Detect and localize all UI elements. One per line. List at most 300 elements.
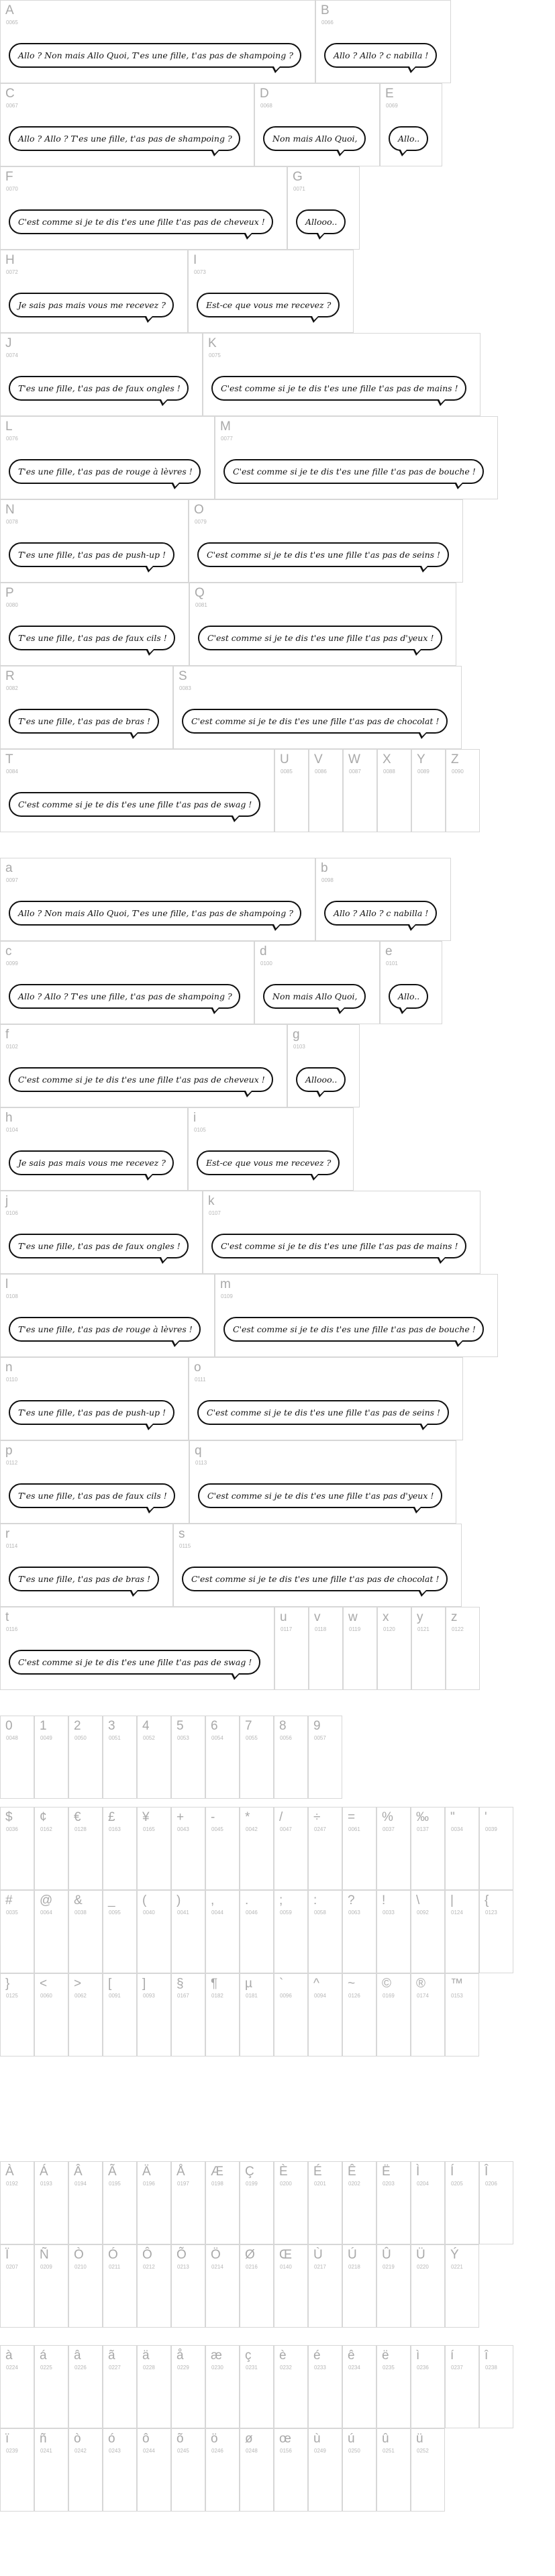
glyph-character: ]	[142, 1977, 146, 1991]
speech-bubble: C'est comme si je te dis t'es une fille t'as pas de bouche !	[223, 459, 484, 484]
glyph-character: œ	[279, 2432, 291, 2446]
glyph-character: ù	[313, 2432, 321, 2446]
glyph-character: 4	[142, 1719, 150, 1733]
glyph-cell	[0, 1357, 189, 1440]
glyph-character: 0	[5, 1719, 13, 1733]
glyph-cell	[342, 2161, 376, 2244]
glyph-code: 0246	[211, 2448, 223, 2454]
glyph-cell	[274, 2345, 308, 2428]
glyph-code: 0089	[417, 769, 430, 775]
glyph-code: 0120	[383, 1626, 395, 1632]
glyph-code: 0073	[194, 269, 206, 275]
glyph-code: 0045	[211, 1826, 223, 1832]
glyph-cell	[445, 2345, 479, 2428]
glyph-cell	[188, 1107, 354, 1191]
glyph-character: Ø	[245, 2248, 255, 2262]
glyph-cell	[0, 583, 189, 666]
glyph-cell	[446, 749, 480, 832]
glyph-character: [	[108, 1977, 112, 1991]
glyph-code: 0105	[194, 1127, 206, 1133]
glyph-code: 0085	[281, 769, 293, 775]
glyph-code: 0042	[246, 1826, 258, 1832]
glyph-cell	[308, 1807, 342, 1890]
glyph-cell	[0, 1807, 34, 1890]
speech-bubble: T'es une fille, t'as pas de rouge à lèvres !	[9, 1317, 201, 1342]
glyph-character: 7	[245, 1719, 252, 1733]
speech-bubble: T'es une fille, t'as pas de faux cils !	[9, 626, 175, 650]
glyph-cell	[274, 2161, 308, 2244]
glyph-code: 0058	[314, 1910, 326, 1916]
glyph-character: )	[176, 1893, 181, 1908]
glyph-character: F	[5, 170, 13, 184]
glyph-character: A	[5, 3, 14, 17]
glyph-character: =	[348, 1810, 356, 1824]
glyph-cell	[189, 1440, 456, 1524]
glyph-character: é	[313, 2348, 321, 2363]
glyph-code: 0101	[386, 960, 398, 967]
glyph-character: t	[5, 1610, 9, 1624]
glyph-character: û	[382, 2432, 389, 2446]
glyph-character: {	[485, 1893, 489, 1908]
glyph-code: 0194	[74, 2181, 87, 2187]
glyph-cell	[34, 1973, 68, 2057]
glyph-code: 0224	[6, 2365, 18, 2371]
glyph-code: 0097	[6, 877, 18, 883]
glyph-character: >	[74, 1977, 82, 1991]
glyph-character: ¢	[40, 1810, 47, 1824]
glyph-code: 0078	[6, 519, 18, 525]
glyph-character: %	[382, 1810, 393, 1824]
glyph-cell	[68, 2161, 103, 2244]
glyph-cell	[308, 2428, 342, 2512]
glyph-character: Ô	[142, 2248, 152, 2262]
speech-bubble: Allooo..	[296, 209, 346, 234]
glyph-character: /	[279, 1810, 283, 1824]
glyph-code: 0109	[221, 1293, 233, 1299]
glyph-cell	[445, 2244, 479, 2328]
glyph-character: r	[5, 1527, 10, 1541]
glyph-character: X	[383, 752, 391, 766]
glyph-cell	[0, 250, 188, 333]
glyph-cell	[0, 333, 203, 416]
glyph-cell	[376, 1807, 411, 1890]
glyph-cell	[205, 2161, 240, 2244]
glyph-cell	[315, 0, 451, 83]
glyph-cell	[103, 1807, 137, 1890]
glyph-code: 0084	[6, 769, 18, 775]
glyph-cell	[479, 2161, 513, 2244]
glyph-code: 0054	[211, 1735, 223, 1741]
glyph-cell	[68, 2428, 103, 2512]
glyph-code: 0067	[6, 103, 18, 109]
glyph-code: 0116	[6, 1626, 18, 1632]
glyph-cell	[445, 1807, 479, 1890]
glyph-cell	[240, 1807, 274, 1890]
glyph-character: s	[179, 1527, 185, 1541]
glyph-character: 2	[74, 1719, 81, 1733]
glyph-code: 0099	[6, 960, 18, 967]
glyph-code: 0039	[485, 1826, 497, 1832]
glyph-cell	[342, 2244, 376, 2328]
glyph-character: Ù	[313, 2248, 323, 2262]
glyph-character: ä	[142, 2348, 150, 2363]
glyph-cell	[376, 2345, 411, 2428]
glyph-cell	[274, 1807, 308, 1890]
glyph-code: 0242	[74, 2448, 87, 2454]
glyph-code: 0036	[6, 1826, 18, 1832]
glyph-character: O	[194, 503, 204, 517]
glyph-character: b	[321, 861, 328, 875]
glyph-code: 0055	[246, 1735, 258, 1741]
glyph-cell	[171, 1973, 205, 2057]
glyph-cell	[189, 583, 456, 666]
glyph-cell	[274, 1607, 309, 1690]
glyph-character: 1	[40, 1719, 47, 1733]
glyph-character: K	[208, 336, 217, 350]
glyph-character: Ë	[382, 2165, 391, 2179]
glyph-character: ¶	[211, 1977, 218, 1991]
glyph-code: 0038	[74, 1910, 87, 1916]
speech-bubble: Allo..	[389, 126, 428, 151]
speech-bubble: T'es une fille, t'as pas de bras !	[9, 1567, 159, 1591]
glyph-character: Ò	[74, 2248, 84, 2262]
glyph-code: 0072	[6, 269, 18, 275]
glyph-cell	[171, 1807, 205, 1890]
glyph-code: 0243	[109, 2448, 121, 2454]
glyph-character: ô	[142, 2432, 150, 2446]
glyph-character: Ö	[211, 2248, 221, 2262]
glyph-cell	[308, 1890, 342, 1973]
glyph-character: Î	[485, 2165, 489, 2179]
glyph-code: 0167	[177, 1993, 189, 1999]
glyph-code: 0198	[211, 2181, 223, 2187]
glyph-code: 0079	[195, 519, 207, 525]
glyph-code: 0077	[221, 436, 233, 442]
glyph-character: 6	[211, 1719, 218, 1733]
glyph-code: 0068	[260, 103, 272, 109]
glyph-code: 0239	[6, 2448, 18, 2454]
glyph-character: Å	[176, 2165, 185, 2179]
glyph-character: -	[211, 1810, 215, 1824]
glyph-code: 0214	[211, 2264, 223, 2270]
glyph-code: 0082	[6, 685, 18, 691]
glyph-character: Y	[417, 752, 425, 766]
glyph-code: 0034	[451, 1826, 463, 1832]
glyph-character: ?	[348, 1893, 355, 1908]
speech-bubble: Je sais pas mais vous me recevez ?	[9, 293, 174, 317]
glyph-code: 0035	[6, 1910, 18, 1916]
glyph-code: 0228	[143, 2365, 155, 2371]
glyph-code: 0247	[314, 1826, 326, 1832]
glyph-cell	[0, 416, 215, 499]
glyph-code: 0095	[109, 1910, 121, 1916]
glyph-character: æ	[211, 2348, 222, 2363]
glyph-cell	[274, 1890, 308, 1973]
glyph-character: \	[416, 1893, 420, 1908]
glyph-character: "	[450, 1810, 455, 1824]
glyph-character: W	[348, 752, 360, 766]
glyph-character: }	[5, 1977, 10, 1991]
glyph-cell	[0, 2244, 34, 2328]
glyph-code: 0210	[74, 2264, 87, 2270]
glyph-code: 0195	[109, 2181, 121, 2187]
glyph-cell	[137, 2345, 171, 2428]
glyph-cell	[479, 1890, 513, 1973]
glyph-cell	[68, 1716, 103, 1799]
glyph-cell	[189, 499, 463, 583]
glyph-code: 0199	[246, 2181, 258, 2187]
glyph-code: 0182	[211, 1993, 223, 1999]
glyph-cell	[411, 1973, 445, 2057]
glyph-cell	[0, 2345, 34, 2428]
glyph-character: Ñ	[40, 2248, 49, 2262]
glyph-cell	[0, 1973, 34, 2057]
glyph-cell	[287, 166, 360, 250]
glyph-cell	[445, 1973, 479, 2057]
glyph-character: ã	[108, 2348, 115, 2363]
glyph-character: ó	[108, 2432, 115, 2446]
glyph-cell	[411, 1807, 445, 1890]
glyph-code: 0126	[348, 1993, 360, 1999]
glyph-code: 0106	[6, 1210, 18, 1216]
glyph-code: 0202	[348, 2181, 360, 2187]
glyph-character: Ï	[5, 2248, 9, 2262]
glyph-cell	[445, 1890, 479, 1973]
glyph-cell	[171, 1716, 205, 1799]
glyph-code: 0066	[321, 19, 334, 26]
speech-bubble: Allooo..	[296, 1067, 346, 1092]
glyph-cell	[205, 1807, 240, 1890]
glyph-character: B	[321, 3, 330, 17]
glyph-cell	[137, 2244, 171, 2328]
glyph-character: à	[5, 2348, 13, 2363]
glyph-character: d	[260, 944, 267, 958]
glyph-code: 0205	[451, 2181, 463, 2187]
glyph-character: R	[5, 669, 15, 683]
glyph-cell	[377, 749, 411, 832]
glyph-code: 0102	[6, 1044, 18, 1050]
glyph-character: Í	[450, 2165, 454, 2179]
speech-bubble: Est-ce que vous me recevez ?	[197, 1150, 340, 1175]
speech-bubble: Allo ? Allo ? c nabilla !	[324, 901, 437, 926]
glyph-code: 0213	[177, 2264, 189, 2270]
glyph-character: I	[193, 253, 197, 267]
glyph-character: À	[5, 2165, 14, 2179]
glyph-code: 0217	[314, 2264, 326, 2270]
glyph-cell	[240, 2161, 274, 2244]
glyph-code: 0237	[451, 2365, 463, 2371]
glyph-code: 0200	[280, 2181, 292, 2187]
glyph-character: J	[5, 336, 12, 350]
glyph-character: L	[5, 419, 13, 434]
glyph-character: ;	[279, 1893, 283, 1908]
glyph-character: p	[5, 1444, 13, 1458]
glyph-code: 0094	[314, 1993, 326, 1999]
speech-bubble: T'es une fille, t'as pas de faux ongles !	[9, 376, 189, 401]
glyph-cell	[342, 2345, 376, 2428]
glyph-cell	[411, 2244, 445, 2328]
glyph-code: 0110	[6, 1377, 18, 1383]
glyph-character: ‰	[416, 1810, 429, 1824]
glyph-character: 5	[176, 1719, 184, 1733]
glyph-code: 0165	[143, 1826, 155, 1832]
glyph-cell	[137, 1973, 171, 2057]
glyph-cell	[0, 858, 315, 941]
glyph-cell	[0, 749, 274, 832]
glyph-cell	[342, 2428, 376, 2512]
glyph-code: 0112	[6, 1460, 18, 1466]
glyph-cell	[34, 2161, 68, 2244]
glyph-character: @	[40, 1893, 53, 1908]
glyph-code: 0230	[211, 2365, 223, 2371]
glyph-code: 0121	[417, 1626, 430, 1632]
glyph-code: 0119	[349, 1626, 361, 1632]
speech-bubble: C'est comme si je te dis t'es une fille t'as pas de seins !	[197, 1400, 449, 1425]
glyph-character: ™	[450, 1977, 463, 1991]
glyph-code: 0232	[280, 2365, 292, 2371]
glyph-character: x	[383, 1610, 389, 1624]
glyph-cell	[203, 1191, 481, 1274]
glyph-character: 9	[313, 1719, 321, 1733]
glyph-cell	[274, 2428, 308, 2512]
glyph-code: 0196	[143, 2181, 155, 2187]
glyph-character: o	[194, 1360, 201, 1375]
glyph-character: |	[450, 1893, 454, 1908]
glyph-cell	[0, 83, 254, 166]
glyph-cell	[308, 2345, 342, 2428]
glyph-character: õ	[176, 2432, 184, 2446]
glyph-character: V	[314, 752, 323, 766]
glyph-character: z	[451, 1610, 458, 1624]
speech-bubble: Allo ? Allo ? T'es une fille, t'as pas de shampoing ?	[9, 126, 240, 151]
glyph-code: 0051	[109, 1735, 121, 1741]
glyph-code: 0113	[195, 1460, 207, 1466]
glyph-code: 0123	[485, 1910, 497, 1916]
glyph-code: 0137	[417, 1826, 429, 1832]
glyph-code: 0233	[314, 2365, 326, 2371]
glyph-code: 0201	[314, 2181, 326, 2187]
glyph-character: q	[195, 1444, 202, 1458]
glyph-cell	[0, 1716, 34, 1799]
speech-bubble: C'est comme si je te dis t'es une fille t'as pas de chocolat !	[182, 1567, 448, 1591]
glyph-cell	[0, 1107, 188, 1191]
speech-bubble: C'est comme si je te dis t'es une fille t'as pas de seins !	[197, 542, 449, 567]
glyph-cell	[479, 2345, 513, 2428]
glyph-cell	[205, 1973, 240, 2057]
glyph-cell	[215, 1274, 498, 1357]
glyph-code: 0090	[452, 769, 464, 775]
glyph-character: Ä	[142, 2165, 151, 2179]
glyph-cell	[68, 2345, 103, 2428]
glyph-cell	[205, 1890, 240, 1973]
glyph-code: 0081	[195, 602, 207, 608]
glyph-cell	[0, 2161, 34, 2244]
glyph-character: è	[279, 2348, 287, 2363]
glyph-cell	[34, 2244, 68, 2328]
glyph-character: G	[293, 170, 303, 184]
glyph-character: <	[40, 1977, 48, 1991]
speech-bubble: T'es une fille, t'as pas de rouge à lèvres !	[9, 459, 201, 484]
glyph-cell	[0, 1191, 203, 1274]
glyph-code: 0052	[143, 1735, 155, 1741]
glyph-code: 0091	[109, 1993, 121, 1999]
speech-bubble: C'est comme si je te dis t'es une fille t'as pas d'yeux !	[198, 626, 442, 650]
glyph-code: 0128	[74, 1826, 87, 1832]
glyph-code: 0169	[383, 1993, 395, 1999]
glyph-cell	[0, 941, 254, 1024]
glyph-character: Ã	[108, 2165, 117, 2179]
glyph-character: u	[280, 1610, 287, 1624]
glyph-character: $	[5, 1810, 13, 1824]
speech-bubble: C'est comme si je te dis t'es une fille t'as pas de swag !	[9, 792, 260, 817]
glyph-code: 0100	[260, 960, 272, 967]
speech-bubble: Non mais Allo Quoi,	[263, 984, 366, 1009]
glyph-code: 0211	[109, 2264, 121, 2270]
speech-bubble: C'est comme si je te dis t'es une fille t'as pas de mains !	[211, 1234, 466, 1258]
glyph-code: 0225	[40, 2365, 52, 2371]
glyph-character: É	[313, 2165, 322, 2179]
glyph-character: Ç	[245, 2165, 254, 2179]
glyph-character: c	[5, 944, 12, 958]
glyph-character: Q	[195, 586, 205, 600]
glyph-code: 0252	[417, 2448, 429, 2454]
speech-bubble: C'est comme si je te dis t'es une fille t'as pas de cheveux !	[9, 209, 273, 234]
glyph-cell	[137, 1716, 171, 1799]
glyph-code: 0061	[348, 1826, 360, 1832]
glyph-character: í	[450, 2348, 454, 2363]
glyph-character: ^	[313, 1977, 319, 1991]
glyph-character: T	[5, 752, 13, 766]
glyph-character: ú	[348, 2432, 355, 2446]
glyph-character: a	[5, 861, 13, 875]
glyph-cell	[68, 2244, 103, 2328]
glyph-code: 0220	[417, 2264, 429, 2270]
glyph-character: D	[260, 87, 269, 101]
glyph-code: 0245	[177, 2448, 189, 2454]
glyph-character: ö	[211, 2432, 218, 2446]
glyph-code: 0156	[280, 2448, 292, 2454]
glyph-code: 0111	[195, 1377, 206, 1383]
glyph-code: 0117	[281, 1626, 293, 1632]
glyph-character: P	[5, 586, 14, 600]
glyph-code: 0056	[280, 1735, 292, 1741]
speech-bubble: Est-ce que vous me recevez ?	[197, 293, 340, 317]
glyph-code: 0238	[485, 2365, 497, 2371]
glyph-code: 0163	[109, 1826, 121, 1832]
glyph-cell	[137, 2428, 171, 2512]
glyph-cell	[173, 1524, 462, 1607]
glyph-code: 0118	[315, 1626, 327, 1632]
glyph-code: 0219	[383, 2264, 395, 2270]
glyph-character: N	[5, 503, 15, 517]
glyph-code: 0207	[6, 2264, 18, 2270]
glyph-code: 0221	[451, 2264, 463, 2270]
glyph-code: 0192	[6, 2181, 18, 2187]
glyph-character: v	[314, 1610, 321, 1624]
glyph-cell	[380, 83, 442, 166]
glyph-code: 0037	[383, 1826, 395, 1832]
glyph-cell	[0, 1890, 34, 1973]
glyph-cell	[446, 1607, 480, 1690]
glyph-code: 0093	[143, 1993, 155, 1999]
glyph-character: â	[74, 2348, 81, 2363]
glyph-cell	[411, 2428, 445, 2512]
glyph-cell	[34, 1890, 68, 1973]
glyph-character: U	[280, 752, 289, 766]
glyph-code: 0057	[314, 1735, 326, 1741]
glyph-character: î	[485, 2348, 489, 2363]
glyph-character: Á	[40, 2165, 48, 2179]
